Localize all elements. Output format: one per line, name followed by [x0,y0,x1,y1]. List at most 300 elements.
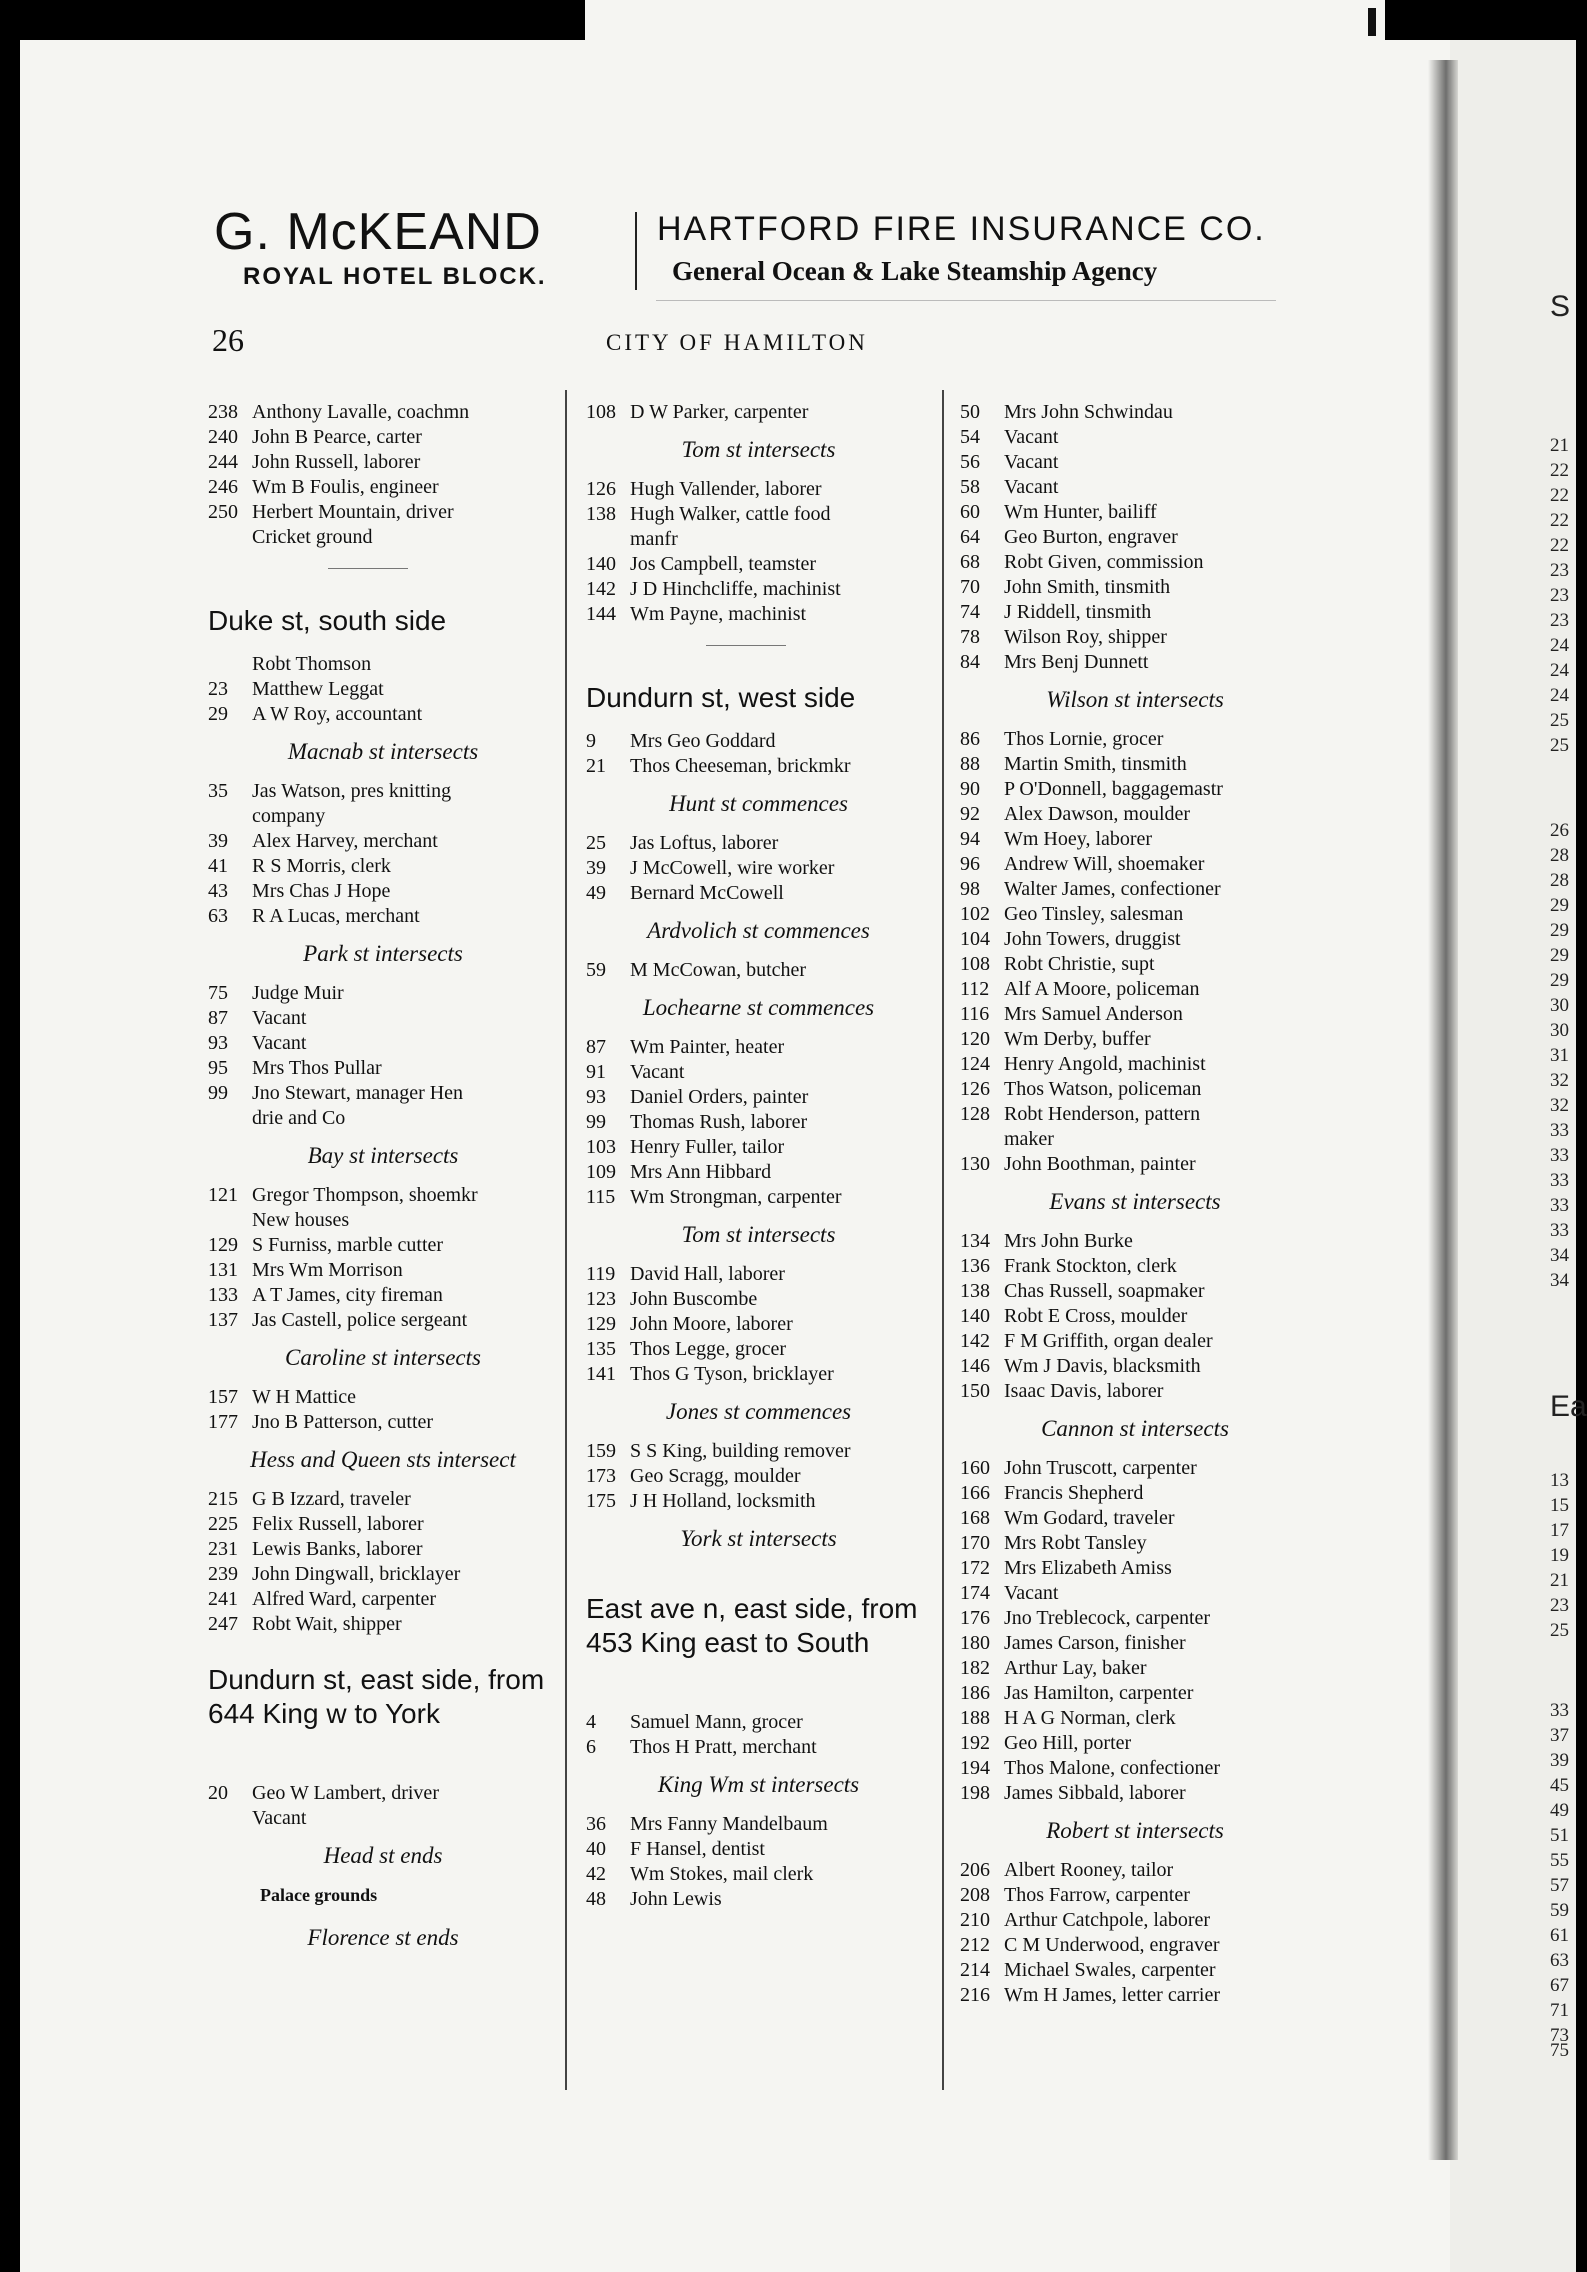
resident-name: Thos Lornie, grocer [1004,728,1164,750]
resident-name: Wm B Foulis, engineer [252,476,439,498]
street-heading: Dundurn st, west side [586,682,856,713]
facing-page-fragment: 49 [1550,1800,1569,1821]
facing-page-fragment: 23 [1550,585,1569,606]
directory-entry [208,475,558,500]
directory-entry [586,1887,931,1912]
house-number: 58 [960,476,980,498]
cross-street-note: Head st ends [323,1843,443,1868]
resident-name: Alfred Ward, carpenter [252,1588,437,1610]
resident-name: Walter James, confectioner [1004,878,1221,900]
house-number: 194 [960,1757,990,1779]
directory-entry [960,1631,1310,1656]
facing-page-fragment: 29 [1550,895,1569,916]
directory-entry [960,1229,1310,1254]
resident-name: Thos Legge, grocer [630,1338,787,1360]
directory-entry [960,625,1310,650]
house-number: 109 [586,1161,616,1183]
resident-name: A T James, city fireman [252,1284,443,1306]
directory-entry [586,1710,931,1735]
house-number: 25 [586,832,606,854]
resident-name: Mrs Chas J Hope [252,880,391,902]
directory-entry [960,1731,1310,1756]
resident-name: James Carson, finisher [1004,1632,1186,1654]
directory-entry [586,1735,931,1760]
house-number: 4 [586,1711,596,1733]
facing-page-fragment: 33 [1550,1195,1569,1216]
resident-name: John Boothman, painter [1004,1153,1196,1175]
facing-page-fragment: 28 [1550,870,1569,891]
directory-entry [208,1183,558,1208]
facing-page-fragment: 67 [1550,1975,1569,1996]
directory-entry [208,854,558,879]
directory-entry [960,1656,1310,1681]
house-number: 174 [960,1582,990,1604]
directory-entry [960,1983,1310,2008]
resident-name: Wm H James, letter carrier [1004,1984,1221,2006]
advertiser-address: ROYAL HOTEL BLOCK. [243,263,547,290]
facing-page-fragments [1550,0,1587,2272]
facing-page-fragment: 25 [1550,710,1569,731]
resident-name: Michael Swales, carpenter [1004,1959,1216,1981]
house-number: 214 [960,1959,990,1981]
house-number: 23 [208,678,228,700]
directory-entry [960,1531,1310,1556]
resident-name: S S King, building remover [630,1440,851,1462]
resident-name: Wm Stokes, mail clerk [630,1863,814,1885]
house-number: 134 [960,1230,990,1252]
house-number: 240 [208,426,238,448]
facing-page-fragment: 23 [1550,610,1569,631]
directory-entry [586,1085,931,1110]
resident-name: Mrs Ann Hibbard [630,1161,772,1183]
facing-page-fragment: 29 [1550,970,1569,991]
directory-entry [208,450,558,475]
resident-name: Mrs Elizabeth Amiss [1004,1557,1172,1579]
directory-entry [960,1027,1310,1052]
directory-entry [960,1581,1310,1606]
cross-street-note: Florence st ends [307,1925,459,1950]
resident-name: Mrs John Schwindau [1004,401,1173,423]
facing-page-fragment: 73 [1550,2025,1569,2046]
house-number: 56 [960,451,980,473]
directory-entry [586,577,931,602]
house-number: 186 [960,1682,990,1704]
insurance-company: HARTFORD FIRE INSURANCE CO. [657,210,1266,248]
directory-entry [208,1258,558,1283]
house-number: 108 [586,401,616,423]
unnumbered-entry: Vacant [252,1807,307,1829]
directory-entry [960,1152,1310,1177]
resident-name: Wm Painter, heater [630,1036,785,1058]
top-edge-mark [1368,8,1376,36]
resident-name: Arthur Lay, baker [1004,1657,1147,1679]
house-number: 39 [208,830,228,852]
facing-page-fragment: 33 [1550,1170,1569,1191]
resident-name: Jno Stewart, manager Hen [252,1082,464,1104]
facing-page-fragment: 29 [1550,945,1569,966]
directory-entry [960,1606,1310,1631]
facing-page-fragment: 25 [1550,1620,1569,1641]
facing-page-fragment: 32 [1550,1095,1569,1116]
cross-street-note: Tom st intersects [681,1222,836,1247]
directory-entry [208,1537,558,1562]
resident-name: Hugh Vallender, laborer [630,478,822,500]
house-number: 93 [208,1032,228,1054]
resident-name: Thos Farrow, carpenter [1004,1884,1190,1906]
resident-name: Wm Godard, traveler [1004,1507,1175,1529]
resident-name: Geo Hill, porter [1004,1732,1132,1754]
directory-entry [960,852,1310,877]
gutter-shadow [1428,60,1458,2160]
house-number: 141 [586,1363,616,1385]
resident-name: Frank Stockton, clerk [1004,1255,1177,1277]
house-number: 29 [208,703,228,725]
house-number: 216 [960,1984,990,2006]
directory-entry [960,902,1310,927]
resident-name: Francis Shepherd [1004,1482,1144,1504]
facing-page-fragment: 71 [1550,2000,1569,2021]
facing-page-fragment: 19 [1550,1545,1569,1566]
house-number: 92 [960,803,980,825]
directory-entry [586,1110,931,1135]
unnumbered-entry: Palace grounds [260,1885,378,1905]
resident-name: Wilson Roy, shipper [1004,626,1167,648]
directory-entry [960,550,1310,575]
house-number: 210 [960,1909,990,1931]
house-number: 146 [960,1355,990,1377]
facing-page-fragment: 28 [1550,845,1569,866]
directory-entry [586,502,931,527]
directory-entry [208,1283,558,1308]
directory-entry [586,856,931,881]
resident-name: Bernard McCowell [630,882,784,904]
house-number: 131 [208,1259,238,1281]
directory-entry [960,500,1310,525]
house-number: 104 [960,928,990,950]
directory-entry [960,927,1310,952]
resident-name: Jno B Patterson, cutter [252,1411,434,1433]
resident-name: Hugh Walker, cattle food [630,503,831,525]
cross-street-note: Park st intersects [303,941,463,966]
resident-name: Mrs John Burke [1004,1230,1133,1252]
resident-name: Felix Russell, laborer [252,1513,424,1535]
facing-page-fragment: 33 [1550,1220,1569,1241]
resident-name: Thos G Tyson, bricklayer [630,1363,834,1385]
cross-street-note: Robert st intersects [1046,1818,1224,1843]
resident-name: Henry Fuller, tailor [630,1136,785,1158]
resident-name: Robt Henderson, pattern [1004,1103,1201,1125]
resident-name: Mrs Fanny Mandelbaum [630,1813,828,1835]
directory-entry [960,1077,1310,1102]
resident-name: Geo Scragg, moulder [630,1465,801,1487]
house-number: 188 [960,1707,990,1729]
house-number: 247 [208,1613,238,1635]
directory-entry [586,729,931,754]
resident-name: Wm Hunter, bailiff [1004,501,1157,523]
resident-name: Thomas Rush, laborer [630,1111,808,1133]
facing-page-fragment: 45 [1550,1775,1569,1796]
house-number: 20 [208,1782,228,1804]
house-number: 59 [586,959,606,981]
facing-page-fragment: 13 [1550,1470,1569,1491]
house-number: 36 [586,1813,606,1835]
directory-entry [960,1481,1310,1506]
resident-name: F M Griffith, organ dealer [1004,1330,1213,1352]
facing-page-fragment: 21 [1550,435,1569,456]
house-number: 182 [960,1657,990,1679]
resident-name: Wm Payne, machinist [630,603,807,625]
section-separator [328,568,408,569]
house-number: 43 [208,880,228,902]
resident-name: Alex Dawson, moulder [1004,803,1191,825]
house-number: 96 [960,853,980,875]
house-number: 99 [208,1082,228,1104]
house-number: 135 [586,1338,616,1360]
directory-entry [208,779,558,804]
resident-name: Alf A Moore, policeman [1004,978,1200,1000]
directory-entry [586,1812,931,1837]
page-number: 26 [212,322,244,358]
facing-page-fragment: 57 [1550,1875,1569,1896]
resident-name: Jas Hamilton, carpenter [1004,1682,1194,1704]
facing-page-fragment: 24 [1550,635,1569,656]
resident-name: Thos Cheeseman, brickmkr [630,755,851,777]
resident-name: Jos Campbell, teamster [630,553,817,575]
house-number: 246 [208,476,238,498]
resident-name: Vacant [1004,476,1059,498]
advertiser-name: G. McKEAND [214,203,542,261]
resident-name: J D Hinchcliffe, machinist [630,578,841,600]
directory-entry [960,827,1310,852]
directory-entry [586,1185,931,1210]
house-number: 91 [586,1061,606,1083]
facing-page-fragment: 25 [1550,735,1569,756]
resident-name: Robt Wait, shipper [252,1613,402,1635]
directory-entry [586,1160,931,1185]
directory-entry [586,552,931,577]
directory-entry [586,1262,931,1287]
house-number: 250 [208,501,238,523]
cross-street-note: Jones st commences [665,1399,852,1424]
house-number: 119 [586,1263,616,1285]
resident-name: Wm Hoey, laborer [1004,828,1153,850]
directory-entry [208,677,558,702]
directory-entry [208,904,558,929]
resident-name: Thos H Pratt, merchant [630,1736,817,1758]
house-number: 140 [960,1305,990,1327]
facing-page-fragment: 34 [1550,1245,1569,1266]
house-number: 50 [960,401,980,423]
directory-entry [960,450,1310,475]
directory-entry [960,752,1310,777]
directory-entry [208,1031,558,1056]
directory-entry [960,1354,1310,1379]
resident-name: Albert Rooney, tailor [1004,1859,1174,1881]
cross-street-note: Caroline st intersects [285,1345,481,1370]
entry-continuation: maker [1004,1128,1054,1150]
house-number: 206 [960,1859,990,1881]
directory-entry [960,600,1310,625]
resident-name: John Buscombe [630,1288,758,1310]
directory-entry [208,879,558,904]
house-number: 144 [586,603,616,625]
facing-page-fragment: 63 [1550,1950,1569,1971]
house-number: 138 [960,1280,990,1302]
house-number: 128 [960,1103,990,1125]
house-number: 93 [586,1086,606,1108]
resident-name: Lewis Banks, laborer [252,1538,423,1560]
resident-name: Mrs Geo Goddard [630,730,776,752]
facing-page-fragment: 22 [1550,510,1569,531]
directory-entry [208,1308,558,1333]
directory-entry [208,1512,558,1537]
house-number: 198 [960,1782,990,1804]
directory-entry [960,977,1310,1002]
directory-entry [208,400,558,425]
directory-entry [586,1035,931,1060]
resident-name: David Hall, laborer [630,1263,785,1285]
directory-entry [586,1837,931,1862]
resident-name: Jas Watson, pres knitting [252,780,452,802]
house-number: 87 [586,1036,606,1058]
resident-name: Geo Tinsley, salesman [1004,903,1184,925]
house-number: 21 [586,755,606,777]
cross-street-note: Wilson st intersects [1046,687,1224,712]
resident-name: G B Izzard, traveler [252,1488,411,1510]
directory-entry [586,1337,931,1362]
facing-page-fragment: 17 [1550,1520,1569,1541]
resident-name: Vacant [252,1032,307,1054]
resident-name: John B Pearce, carter [252,426,422,448]
directory-entry [960,650,1310,675]
house-number: 126 [586,478,616,500]
ad-divider [635,212,637,290]
house-number: 54 [960,426,980,448]
facing-page-fragment: 22 [1550,460,1569,481]
unnumbered-entry: New houses [252,1209,350,1231]
directory-entry [208,1385,558,1410]
resident-name: John Moore, laborer [630,1313,793,1335]
directory-entry [960,1052,1310,1077]
resident-name: R A Lucas, merchant [252,905,420,927]
resident-name: John Smith, tinsmith [1004,576,1171,598]
resident-name: Henry Angold, machinist [1004,1053,1206,1075]
house-number: 75 [208,982,228,1004]
street-heading: Dundurn st, east side, from 644 King w to York [208,1664,545,1729]
cross-street-note: Tom st intersects [681,437,836,462]
house-number: 126 [960,1078,990,1100]
house-number: 103 [586,1136,616,1158]
resident-name: Robt Christie, supt [1004,953,1155,975]
house-number: 150 [960,1380,990,1402]
resident-name: Matthew Leggat [252,678,384,700]
facing-page-fragment: 34 [1550,1270,1569,1291]
cross-street-note: Bay st intersects [307,1143,459,1168]
house-number: 138 [586,503,616,525]
directory-entry [960,1304,1310,1329]
resident-name: John Lewis [630,1888,722,1910]
resident-name: Wm Derby, buffer [1004,1028,1151,1050]
directory-entry [960,1781,1310,1806]
directory-entry [960,1329,1310,1354]
house-number: 129 [208,1234,238,1256]
resident-name: Anthony Lavalle, coachmn [252,401,470,423]
resident-name: John Dingwall, bricklayer [252,1563,461,1585]
directory-entry [960,400,1310,425]
directory-entry [208,1006,558,1031]
house-number: 215 [208,1488,238,1510]
unnumbered-entry: Robt Thomson [252,653,372,675]
directory-entry [208,1562,558,1587]
cross-street-note: King Wm st intersects [657,1772,860,1797]
entry-continuation: company [252,805,326,827]
directory-entry [208,425,558,450]
facing-page-fragment: 59 [1550,1900,1569,1921]
facing-page-fragment: 30 [1550,995,1569,1016]
house-number: 84 [960,651,980,673]
house-number: 192 [960,1732,990,1754]
directory-entry [960,575,1310,600]
resident-name: Vacant [1004,451,1059,473]
directory-entry [586,754,931,779]
house-number: 130 [960,1153,990,1175]
directory-entry [208,1781,558,1806]
house-number: 108 [960,953,990,975]
top-edge [585,0,1385,40]
facing-page-fragment: Ea [1550,1390,1587,1423]
house-number: 123 [586,1288,616,1310]
resident-name: John Truscott, carpenter [1004,1457,1197,1479]
resident-name: Alex Harvey, merchant [252,830,438,852]
house-number: 166 [960,1482,990,1504]
directory-entry [960,1858,1310,1883]
resident-name: P O'Donnell, baggagemastr [1004,778,1223,800]
house-number: 177 [208,1411,238,1433]
directory-entry [960,777,1310,802]
house-number: 225 [208,1513,238,1535]
resident-name: Chas Russell, soapmaker [1004,1280,1205,1302]
facing-page-fragment: 21 [1550,1570,1569,1591]
cross-street-note: Hunt st commences [669,791,848,816]
directory-entry [960,1933,1310,1958]
directory-entry [586,1439,931,1464]
entry-continuation: manfr [630,528,678,550]
resident-name: James Sibbald, laborer [1004,1782,1186,1804]
resident-name: Mrs Benj Dunnett [1004,651,1149,673]
directory-entry [586,958,931,983]
house-number: 95 [208,1057,228,1079]
cross-street-note: York st intersects [680,1526,837,1551]
column-rule [942,390,944,2090]
house-number: 175 [586,1490,616,1512]
house-number: 142 [586,578,616,600]
resident-name: Mrs Robt Tansley [1004,1532,1147,1554]
street-heading: East ave n, east side, from 453 King east to South [586,1593,918,1658]
house-number: 208 [960,1884,990,1906]
cross-street-note: Ardvolich st commences [647,918,870,943]
unnumbered-entry: Cricket ground [252,526,373,548]
section-separator [706,645,786,646]
facing-page-fragment: 39 [1550,1750,1569,1771]
house-number: 48 [586,1888,606,1910]
directory-entry [960,1706,1310,1731]
house-number: 157 [208,1386,238,1408]
house-number: 49 [586,882,606,904]
resident-name: John Russell, laborer [252,451,421,473]
house-number: 90 [960,778,980,800]
cross-street-note: Macnab st intersects [287,739,479,764]
resident-name: J H Holland, locksmith [630,1490,816,1512]
